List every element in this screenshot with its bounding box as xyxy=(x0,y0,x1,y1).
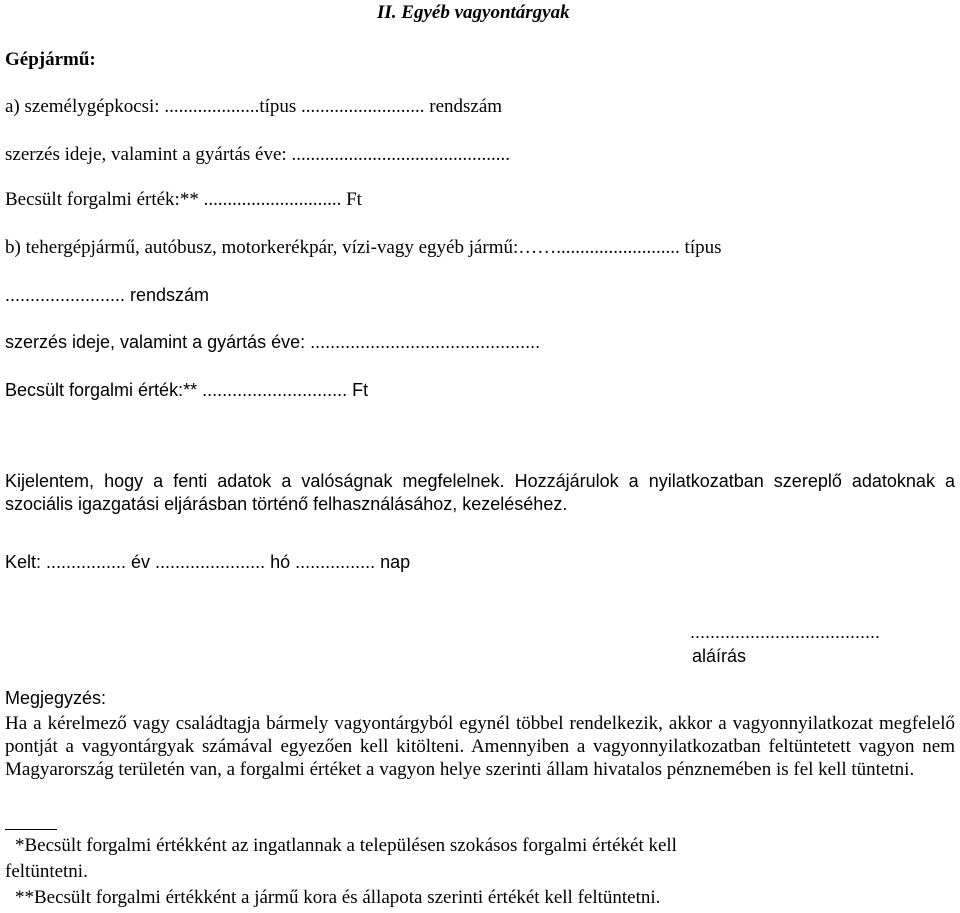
car-year-line: szerzés ideje, valamint a gyártás éve: .............................................. xyxy=(5,144,510,165)
declaration-paragraph: Kijelentem, hogy a fenti adatok a valóságnak megfelelnek. Hozzájárulok a nyilatkozatban szereplő adatoknak a szociális igazgatási eljárásban történő felhasználásához, kezeléséhez. xyxy=(5,471,955,514)
other-vehicle-year-line: szerzés ideje, valamint a gyártás éve: .............................................. xyxy=(5,332,541,352)
other-vehicle-value-line: Becsült forgalmi érték:** ............................. Ft xyxy=(5,380,369,400)
section-title: II. Egyéb vagyontárgyak xyxy=(377,2,570,23)
note-paragraph: Ha a kérelmező vagy családtagja bármely vagyontárgyból egynél többel rendelkezik, akkor a vagyonnyilatkozat megfelelő pontját a vagyontárgyak számával egyezően kell kitölteni. Amennyiben a vagyonnyilatkozatban feltüntetett vagyon nem Magyarország területén van, a forgalmi értéket a vagyon helye szerinti állam hivatalos pénznemében is fel kell tüntetni. xyxy=(5,713,955,780)
footnote-one-continued: feltüntetni. xyxy=(5,861,88,882)
other-vehicle-plate-line: ........................ rendszám xyxy=(5,285,210,305)
date-line: Kelt: ................ év ...................... hó ................ nap xyxy=(5,552,411,572)
footnote-divider xyxy=(5,829,57,830)
signature-dots: ...................................... xyxy=(690,622,881,642)
footnote-two: **Becsült forgalmi értékként a jármű kora és állapota szerinti értékét kell feltüntetni. xyxy=(15,887,661,908)
other-vehicle-type-line: b) tehergépjármű, autóbusz, motorkerékpár, vízi-vagy egyéb jármű:…….......................... típus xyxy=(5,237,722,258)
car-value-line: Becsült forgalmi érték:** ............................. Ft xyxy=(5,189,362,210)
signature-label: aláírás xyxy=(692,646,747,666)
vehicle-heading: Gépjármű: xyxy=(5,49,96,70)
car-type-line: a) személygépkocsi: ....................típus .......................... rendszám xyxy=(5,96,503,117)
footnote-one: *Becsült forgalmi értékként az ingatlannak a településen szokásos forgalmi értékét kell xyxy=(15,835,677,856)
note-heading: Megjegyzés: xyxy=(5,688,107,708)
